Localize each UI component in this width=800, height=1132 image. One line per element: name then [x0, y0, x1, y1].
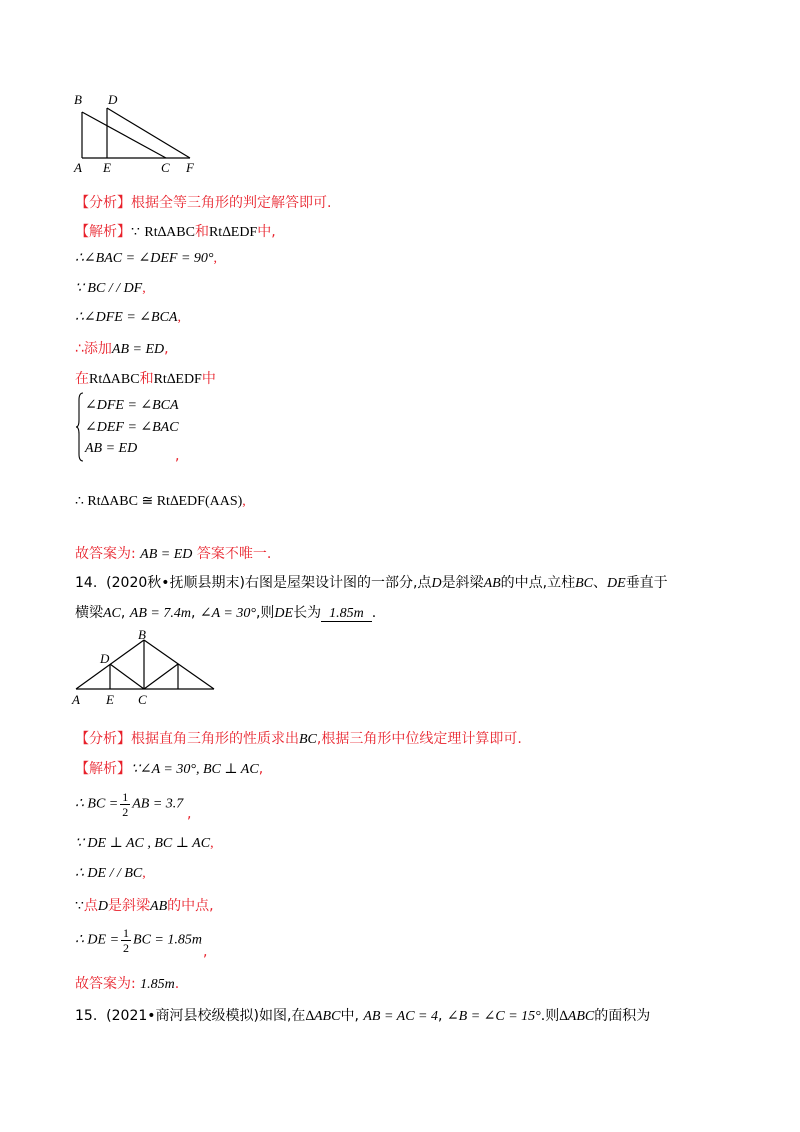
q15-text-1: 中, — [340, 1008, 359, 1024]
system-eq-2: ∠DEF = ∠BAC — [85, 420, 179, 435]
answer-label-14: 故答案为: — [75, 976, 136, 992]
truss-label-E: E — [106, 692, 114, 707]
frac-num-2: 1 — [123, 926, 130, 940]
segment-ac: AC — [103, 606, 121, 621]
question-14-line-1 — [75, 572, 668, 592]
answer-label: 故答案为: — [75, 546, 136, 562]
solution-14-line-5 — [75, 895, 214, 915]
q14-text-1: 是斜梁 — [441, 575, 484, 591]
truss-label-D: D — [100, 651, 110, 666]
de-equals: ∴ DE = — [75, 932, 120, 948]
point-d-2: D — [97, 899, 109, 914]
angle-equation: ∴∠BAC = ∠DEF = 90° — [75, 251, 214, 266]
answer-blank: 1.85m — [329, 606, 364, 621]
solution-tag: 【解析】 — [75, 224, 131, 240]
question-14-line-2: 横梁AC, AB = 7.4m, ∠A = 30°,则DE长为 1.85m . — [75, 605, 377, 621]
q14-text-7: ,则 — [255, 605, 275, 621]
and-word: 和 — [194, 224, 209, 240]
analysis-text-14b: ,根据三角形中位线定理计算即可. — [316, 731, 522, 747]
solution-14-line-1: 【解析】∵∠A = 30°, BC ⊥ AC, — [75, 761, 264, 777]
analysis-tag: 【分析】 — [75, 195, 131, 211]
q14-text-2: 的中点,立柱 — [500, 575, 576, 591]
answer-value-14: 1.85m — [140, 977, 175, 992]
label-A: A — [74, 160, 82, 175]
answer-line-14: 故答案为: 1.85m. — [75, 976, 180, 992]
question-source: (2020秋•抚顺县期末)右图是屋架设计图的一部分,点 — [106, 575, 432, 591]
is-beam-word: 是斜梁 — [108, 898, 151, 914]
q15-text-4: 的面积为 — [594, 1008, 651, 1024]
perpendicular-statement: ∵ DE ⊥ AC , BC ⊥ AC — [75, 836, 211, 851]
label-D: D — [108, 92, 118, 107]
triangle-abc: Rt∆ABC — [144, 225, 195, 240]
analysis-text: 根据全等三角形的判定解答即可. — [131, 195, 332, 211]
solution-tag-14: 【解析】 — [75, 761, 131, 777]
label-C: C — [161, 160, 170, 175]
angle-equal-statement: ∴∠DFE = ∠BCA — [75, 310, 178, 325]
label-E: E — [103, 160, 111, 175]
point-word: 点 — [83, 898, 98, 914]
ab-ac-value: AB = AC = 4 — [363, 1009, 438, 1024]
fraction-half-2 — [121, 926, 131, 955]
add-condition: ∴添加 — [75, 341, 112, 357]
q14-text-5: 横梁 — [75, 605, 103, 621]
solution-line-1 — [75, 221, 276, 241]
q15-text-3: .则 — [540, 1008, 560, 1024]
frac-den: 2 — [122, 805, 129, 819]
figure-2-roof-truss — [68, 627, 220, 707]
solution-line-3: ∵ BC / / DF, — [75, 281, 146, 296]
figure-1-two-triangles — [66, 90, 206, 176]
analysis-line-14 — [75, 728, 522, 748]
angles-b-c: ∠B = ∠C = 15° — [446, 1009, 541, 1024]
answer-value: AB = ED — [140, 547, 193, 562]
solution-14-line-2 — [75, 790, 183, 819]
analysis-text-14a: 根据直角三角形的性质求出 — [131, 731, 299, 747]
parallel-statement: ∵ BC / / DF — [75, 281, 143, 296]
answer-line-13 — [75, 543, 271, 563]
system-brace — [76, 392, 84, 462]
because-symbol: ∵ — [131, 225, 140, 240]
label-F: F — [186, 160, 194, 175]
de-value: BC = 1.85m — [133, 932, 202, 948]
solution-14-line-6 — [75, 926, 202, 955]
triangle-abc-q15: ∆ABC — [305, 1009, 341, 1024]
segment-bc: BC — [575, 576, 594, 591]
congruence-conclusion: ∴ Rt∆ABC ≅ Rt∆EDF(AAS), — [75, 494, 246, 509]
solution-line-4: ∴∠DFE = ∠BCA, — [75, 310, 181, 325]
fraction-half — [120, 790, 130, 819]
solution-line-2: ∴∠BAC = ∠DEF = 90°, — [75, 251, 218, 266]
because-symbol-2: ∵ — [75, 899, 84, 914]
q14-text-9: . — [371, 605, 377, 621]
q15-text-2: , — [438, 1008, 443, 1024]
frac-den-2: 2 — [123, 941, 130, 955]
q14-text-6: , — [120, 605, 126, 621]
analysis-tag-14: 【分析】 — [75, 731, 131, 747]
triangle-edf: Rt∆EDF — [208, 225, 258, 240]
solution-14-line-4: ∴ DE / / BC, — [75, 866, 146, 881]
question-source-15: (2021•商河县校级模拟)如图,在 — [106, 1008, 306, 1024]
point-d: D — [431, 576, 442, 591]
frac-num: 1 — [122, 790, 129, 804]
analysis-bc: BC — [299, 732, 317, 747]
answer-note: 答案不唯一. — [196, 546, 272, 562]
truss-label-C: C — [138, 692, 147, 707]
q14-text-3: 、 — [593, 575, 608, 591]
middle-word-2: 中 — [201, 371, 216, 387]
in-word: 在 — [75, 371, 89, 387]
question-number-15: 15. — [75, 1008, 98, 1024]
midpoint-word: 的中点, — [167, 898, 214, 914]
q14-text-4: 垂直于 — [625, 575, 668, 591]
triangle-abc-q15-2: ∆ABC — [559, 1009, 595, 1024]
question-15-line-1 — [75, 1005, 650, 1025]
truss-label-B: B — [138, 627, 146, 642]
analysis-line — [75, 192, 331, 212]
bc-value: AB = 3.7 — [132, 796, 184, 812]
triangle-edf-2: Rt∆EDF — [153, 372, 202, 387]
triangle-abc-2: Rt∆ABC — [89, 372, 140, 387]
and-word-2: 和 — [139, 371, 154, 387]
de-parallel-bc: ∴ DE / / BC — [75, 866, 143, 881]
solution-14-line-3: ∵ DE ⊥ AC , BC ⊥ AC, — [75, 836, 214, 851]
ab-equals-ed: AB = ED — [111, 342, 165, 357]
segment-ab: AB — [483, 576, 501, 591]
congruence-statement: ∴ Rt∆ABC ≅ Rt∆EDF(AAS) — [75, 494, 243, 509]
middle-word: 中, — [257, 224, 276, 240]
angle-a: ∠A = 30° — [199, 606, 256, 621]
truss-label-A: A — [72, 692, 80, 707]
question-number: 14. — [75, 575, 98, 591]
segment-ab-2: AB — [150, 899, 168, 914]
solution-line-5: ∴添加AB = ED, — [75, 341, 169, 357]
segment-de-2: DE — [274, 606, 294, 621]
given-conditions: ∵∠A = 30°, BC ⊥ AC — [131, 762, 259, 777]
ab-length: AB = 7.4m — [129, 606, 191, 621]
q14-text-8: 长为 — [293, 605, 322, 621]
segment-de: DE — [607, 576, 626, 591]
system-eq-1: ∠DFE = ∠BCA — [85, 398, 179, 413]
system-eq-3: AB = ED — [85, 441, 138, 456]
label-B: B — [74, 92, 82, 107]
solution-line-6 — [75, 368, 216, 388]
bc-equals: ∴ BC = — [75, 796, 119, 812]
